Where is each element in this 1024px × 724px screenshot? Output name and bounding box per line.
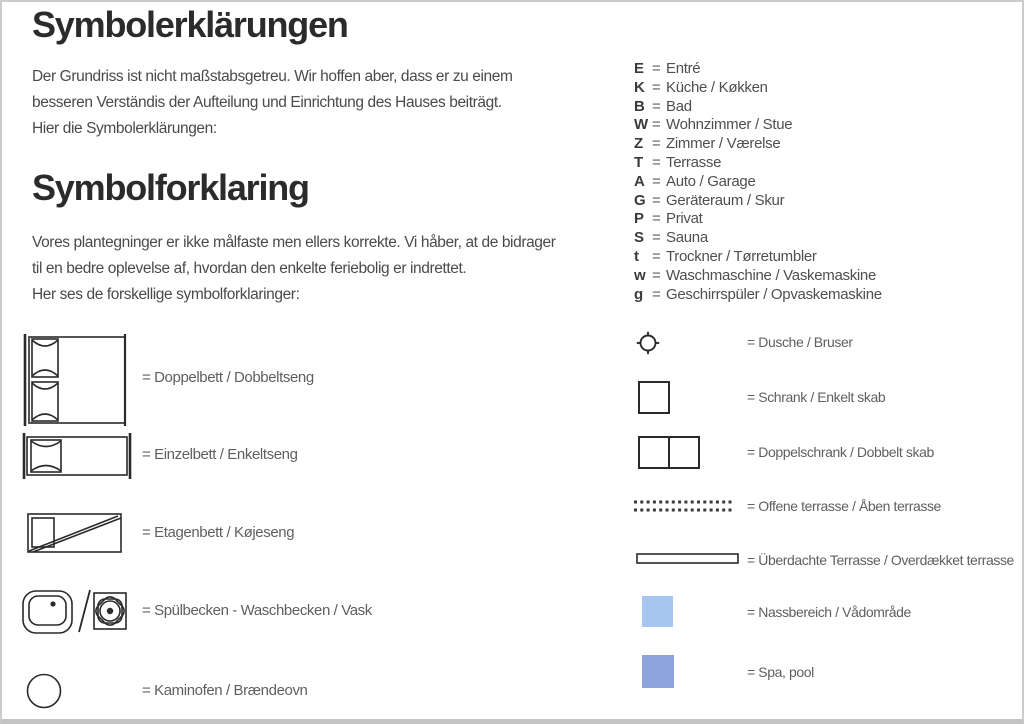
legend-row-shed [634,192,882,211]
wet-area-label: = Nassbereich / Vådområde [747,604,911,620]
bunk-bed-icon [27,513,122,553]
symbol-row-single-bed [22,433,298,479]
room-letter-legend [634,60,882,304]
danish-intro-line-3: Her ses de forskellige symbolforklaringer: [32,286,300,303]
danish-intro-line-1: Vores plantegninger er ikke målfaste men ellers korrekte. Vi håber, at de bidrager [32,234,556,251]
open-terrace-label: = Offene terrasse / Åben terrasse [747,498,941,514]
symbol-row-shower [636,331,853,355]
equals-sign: = [652,116,661,134]
legend-text: Geräteraum / Skur [666,191,785,209]
equals-sign: = [652,285,661,303]
spa-pool-label: = Spa, pool [747,664,814,680]
symbol-row-single-cabinet [638,381,886,414]
double-cabinet-label: = Doppelschrank / Dobbelt skab [747,444,934,460]
symbol-row-stove [26,673,308,709]
single-bed-label: = Einzelbett / Enkeltseng [142,446,298,463]
german-intro-line-2: besseren Verständis der Aufteilung und Einrichtung des Hauses beiträgt. [32,94,502,111]
legend-text: Geschirrspüler / Opvaskemaskine [666,285,882,303]
wet-area-swatch [642,596,673,627]
symbol-row-open-terrace [634,498,941,514]
legend-letter: w [634,266,646,284]
legend-text: Waschmaschine / Vaskemaskine [666,266,877,284]
legend-row-private [634,210,882,229]
legend-row-entre [634,60,882,79]
legend-row-bath [634,98,882,117]
legend-letter: g [634,285,643,303]
sink-washbasin-icon [22,587,127,635]
legend-row-kitchen [634,79,882,98]
covered-terrace-label: = Überdachte Terrasse / Overdækket terrasse [747,552,1014,568]
legend-letter: E [634,60,644,77]
stove-icon [26,673,62,709]
symbol-row-wet-area [642,596,911,627]
equals-sign: = [652,97,661,115]
symbol-row-double-bed [22,334,314,426]
legend-row-terrace [634,154,882,173]
legend-letter: K [634,78,645,96]
single-cabinet-label: = Schrank / Enkelt skab [747,389,886,405]
legend-text: Sauna [666,229,708,247]
double-bed-icon [22,334,130,426]
legend-row-sauna [634,229,882,248]
single-cabinet-icon [638,381,670,414]
legend-row-dryer [634,248,882,267]
danish-title: Symbolforklaring [32,167,309,208]
legend-text: Bad [666,97,692,115]
shower-icon [636,331,660,355]
legend-letter: Z [634,135,643,153]
symbol-row-double-cabinet [638,436,934,469]
legend-text: Privat [666,210,703,228]
legend-letter: T [634,153,643,171]
legend-letter: G [634,191,646,209]
legend-letter: W [634,116,648,134]
single-bed-icon [22,433,132,479]
covered-terrace-icon [636,552,739,565]
german-intro [32,64,513,142]
equals-sign: = [652,135,661,153]
double-bed-label: = Doppelbett / Dobbeltseng [142,369,314,386]
legend-text: Entré [666,60,701,77]
danish-intro [32,230,556,308]
double-cabinet-icon [638,436,700,469]
symbol-row-spa-pool [642,655,814,688]
danish-intro-line-2: til en bedre oplevelse af, hvordan den enkelte feriebolig er indrettet. [32,260,467,277]
german-title: Symbolerklärungen [32,4,348,45]
equals-sign: = [652,229,661,247]
equals-sign: = [652,78,661,96]
legend-letter: A [634,172,645,190]
equals-sign: = [652,266,661,284]
open-terrace-icon [634,498,734,514]
legend-letter: S [634,229,644,247]
legend-row-washer [634,267,882,286]
german-intro-line-3: Hier die Symbolerklärungen: [32,120,217,137]
stove-label: = Kaminofen / Brændeovn [142,682,308,699]
legend-row-dishwasher [634,286,882,305]
legend-letter: B [634,97,645,115]
legend-text: Trockner / Tørretumbler [666,247,817,265]
legend-letter: t [634,247,639,265]
equals-sign: = [652,210,661,228]
legend-text: Küche / Køkken [666,78,768,96]
german-intro-line-1: Der Grundriss ist nicht maßstabsgetreu. Wir hoffen aber, dass er zu einem [32,68,513,85]
equals-sign: = [652,153,661,171]
bunk-bed-label: = Etagenbett / Køjeseng [142,524,295,541]
legend-text: Wohnzimmer / Stue [666,116,793,134]
equals-sign: = [652,191,661,209]
spa-pool-swatch [642,655,674,688]
legend-letter: P [634,210,644,228]
sink-label: = Spülbecken - Waschbecken / Vask [142,602,372,619]
legend-row-livingroom [634,116,882,135]
legend-row-room [634,135,882,154]
equals-sign: = [652,247,661,265]
symbol-row-covered-terrace [636,552,1014,568]
equals-sign: = [652,60,661,77]
legend-text: Zimmer / Værelse [666,135,781,153]
symbol-row-bunk-bed [27,513,295,553]
equals-sign: = [652,172,661,190]
legend-text: Terrasse [666,153,722,171]
legend-row-garage [634,173,882,192]
legend-text: Auto / Garage [666,172,756,190]
symbol-row-sink [22,587,372,635]
shower-label: = Dusche / Bruser [747,334,853,350]
